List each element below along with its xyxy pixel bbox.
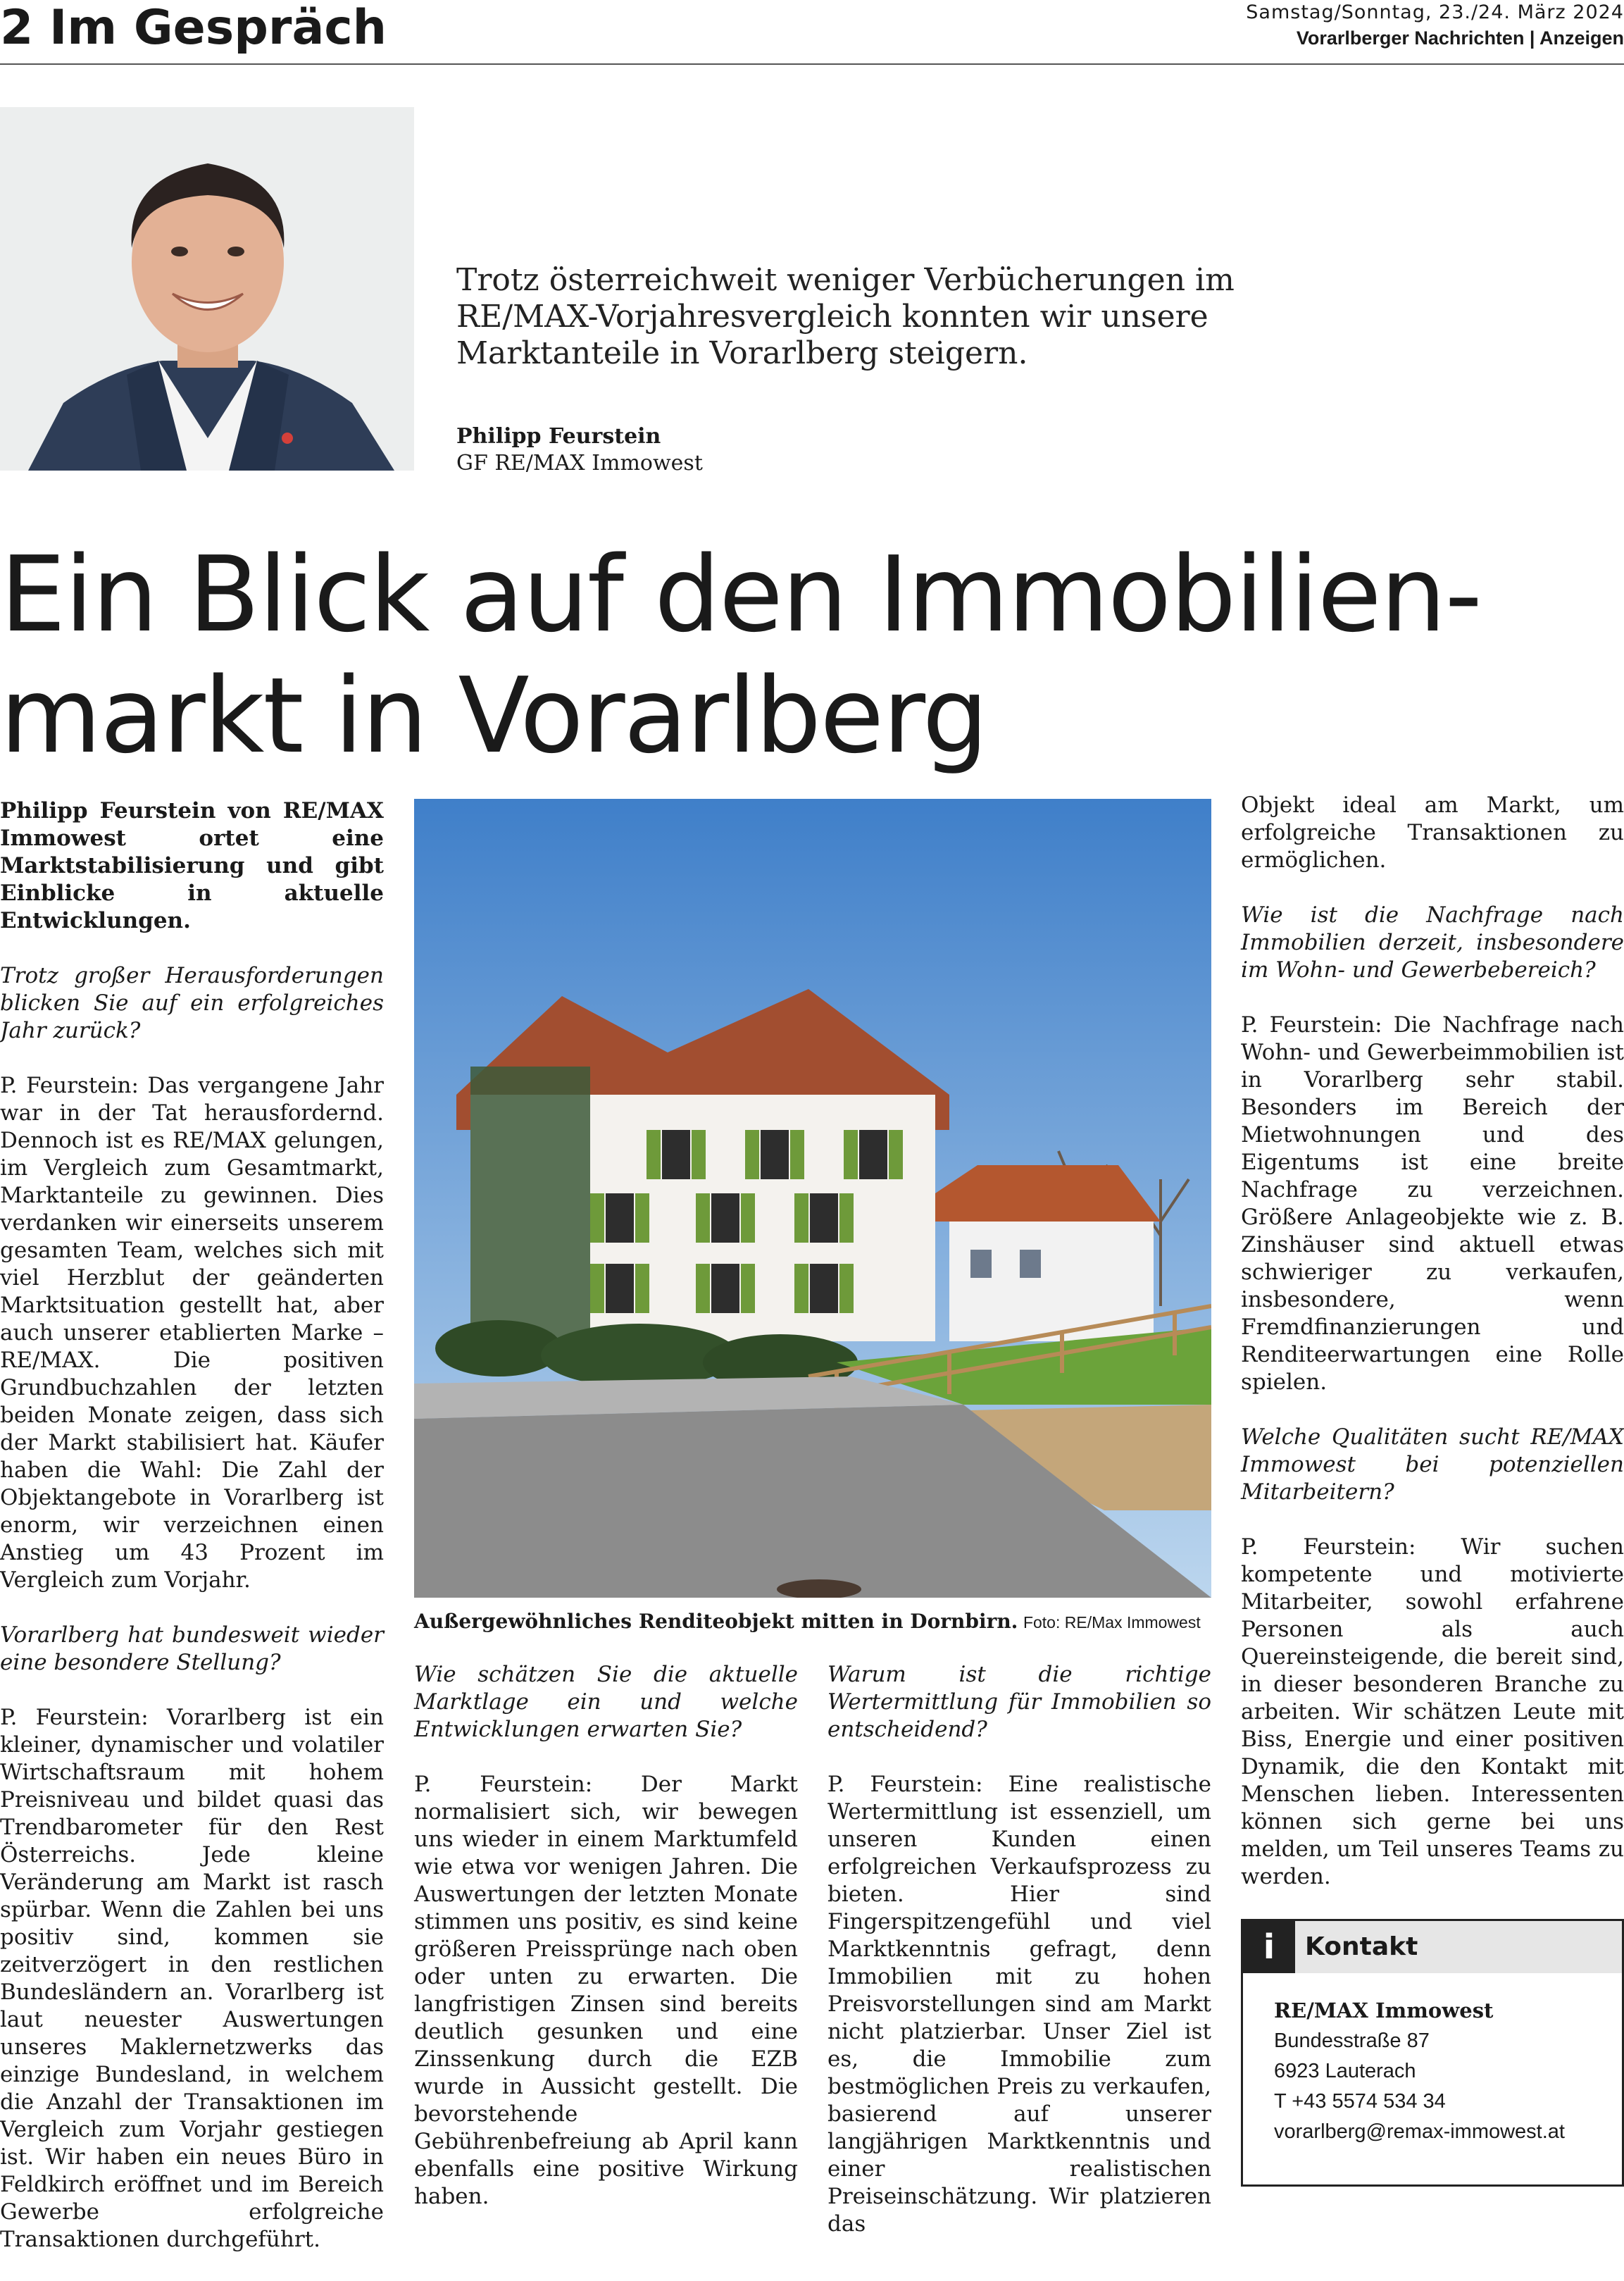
- interview-question: Warum ist die richtige Wertermittlung für Immobilien so entscheidend?: [827, 1662, 1211, 1742]
- contact-title: Kontakt: [1305, 1932, 1418, 1961]
- photo-credit: Foto: RE/Max Immowest: [1023, 1613, 1201, 1631]
- property-photo: [414, 799, 1211, 1598]
- photo-caption: [414, 1609, 1211, 1635]
- interview-answer: P. Feurstein: Die Nachfrage nach Wohn- und Gewerbeimmobilien ist in Vorarlberg sehr stabil. Besonders im Bereich der Mietwohnungen und des Eigentums ist eine breite Nachfrage zu verzeichnen. Größere Anlageobjekte wie z. B. Zinshäuser sind aktuell etwas schwieriger zu verkaufen, insbesondere, wenn Fremdfinanzierungen und Renditeerwartungen eine Rolle spielen.: [1241, 1012, 1624, 1395]
- quote-author-role: GF RE/MAX Immowest: [456, 451, 703, 476]
- section-title: Im Gespräch: [49, 0, 387, 56]
- article-column-1: [0, 797, 384, 2281]
- interview-question: Wie ist die Nachfrage nach Immobilien derzeit, insbesondere im Wohn- und Gewerbebereich?: [1241, 902, 1624, 983]
- contact-street: Bundesstraße 87: [1274, 2030, 1430, 2052]
- interview-question: Wie schätzen Sie die aktuelle Marktlage ein und welche Entwicklungen erwarten Sie?: [414, 1662, 798, 1742]
- interview-answer: P. Feurstein: Vorarlberg ist ein kleiner, dynamischer und volatiler Wirtschaftsraum mit hohem Preisniveau und bildet quasi das Trendbarometer für den Rest Österreichs. Jede kleine Veränderung am Markt ist rasch spürbar. Wenn die Zahlen bei uns positiv sind, kommen sie zeitverzögert in den restlichen Bundesländern an. Vorarlberg ist laut neuester Auswertungen unseres Maklernetzwerks das einzige Bundesland, in welchem die Anzahl der Transaktionen im Vergleich zum Vorjahr gestiegen ist. Wir haben ein neues Büro in Feldkirch eröffnet und im Bereich Gewerbe erfolgreiche Transaktionen durchgeführt.: [0, 1705, 384, 2252]
- interview-answer: P. Feurstein: Eine realistische Wertermittlung ist essenziell, um unseren Kunden einen erfolgreichen Verkaufsprozess zu bieten. Hier sind Fingerspitzengefühl und viel Marktkenntnis gefragt, denn Immobilien mit zu hohen Preisvorstellungen sind am Markt nicht platzierbar. Unser Ziel ist es, die Immobilie zum bestmöglichen Preis zu verkaufen, basierend auf unserer langjährigen Marktkenntnis und einer realistischen Preiseinschätzung. Wir platzieren das: [827, 1772, 1211, 2237]
- interview-question: Trotz großer Herausforderungen blicken Sie auf ein erfolgreiches Jahr zurück?: [0, 963, 384, 1043]
- interview-question: Welche Qualitäten sucht RE/MAX Immowest bei potenziellen Mitarbeitern?: [1241, 1424, 1624, 1505]
- headline-line-2: markt in Vorarlberg: [0, 655, 987, 776]
- pull-quote: Trotz österreichweit weniger Verbücherungen im RE/MAX-Vorjahresvergleich konnten wir unsere Marktanteile in Vorarlberg steigern.: [456, 262, 1235, 371]
- contact-phone: T +43 5574 534 34: [1274, 2090, 1446, 2113]
- info-icon: i: [1243, 1921, 1295, 1973]
- page-number: 2: [0, 0, 34, 56]
- publication-name: Vorarlberger Nachrichten | Anzeigen: [1296, 27, 1624, 49]
- article-column-3: [827, 1661, 1211, 2266]
- quote-author: Philipp Feurstein: [456, 424, 661, 449]
- portrait-illustration: [0, 107, 414, 471]
- interview-answer: P. Feurstein: Das vergangene Jahr war in der Tat herausfordernd. Dennoch ist es RE/MAX gelungen, im Vergleich zum Gesamtmarkt, Marktanteile zu gewinnen. Dies verdanken wir einerseits unserem gesamten Team, welches sich mit viel Herzblut der geänderten Marktsituation gestellt hat, aber auch unserer etablierten Marke – RE/MAX. Die positiven Grundbuchzahlen der letzten beiden Monate zeigen, dass sich der Markt stabilisiert hat. Käufer haben die Wahl: Die Zahl der Objektangebote in Vorarlberg ist enorm, wir verzeichnen einen Anstieg um 43 Prozent im Vergleich zum Vorjahr.: [0, 1073, 384, 1593]
- header-rule: [0, 63, 1624, 65]
- contact-details: [1274, 1996, 1565, 2147]
- issue-date: Samstag/Sonntag, 23./24. März 2024: [1246, 1, 1624, 23]
- contact-box: [1241, 1919, 1624, 2187]
- caption-text: Außergewöhnliches Renditeobjekt mitten in Dornbirn.: [414, 1610, 1018, 1633]
- article-column-2: [414, 1661, 798, 2238]
- headline-line-1: Ein Blick auf den Immobilien-: [0, 534, 1481, 655]
- article-lead: Philipp Feurstein von RE/MAX Immowest ortet eine Marktstabilisierung und gibt Einblicke in aktuelle Entwicklungen.: [0, 798, 384, 933]
- interview-answer: P. Feurstein: Der Markt normalisiert sich, wir bewegen uns wieder in einem Marktumfeld wie etwa vor wenigen Jahren. Die Auswertungen der letzten Monate stimmen uns positiv, es sind keine größeren Preissprünge nach oben oder unten zu erwarten. Die langfristigen Zinsen sind bereits deutlich gesunken und eine Zinssenkung durch die EZB wurde in Aussicht gestellt. Die bevorstehende Gebührenbefreiung ab April kann ebenfalls eine positive Wirkung haben.: [414, 1772, 798, 2209]
- headline: [0, 534, 1624, 776]
- interview-answer-continued: Objekt ideal am Markt, um erfolgreiche Transaktionen zu ermöglichen.: [1241, 793, 1624, 873]
- property-illustration: [414, 799, 1211, 1598]
- interview-answer: P. Feurstein: Wir suchen kompetente und motivierte Mitarbeiter, sowohl erfahrene Personen als auch Quereinsteigende, die bereit sind, in dieser besonderen Branche zu arbeiten. Wir schätzen Leute mit Biss, Energie und einer positiven Dynamik, die den Kontakt mit Menschen lieben. Interessenten können sich gerne bei uns melden, um Teil unseres Teams zu werden.: [1241, 1534, 1624, 1889]
- contact-city: 6923 Lauterach: [1274, 2060, 1416, 2082]
- portrait-photo: [0, 107, 414, 471]
- contact-company: RE/MAX Immowest: [1274, 1999, 1494, 2022]
- interview-question: Vorarlberg hat bundesweit wieder eine besondere Stellung?: [0, 1622, 384, 1675]
- article-column-4: [1241, 792, 1624, 1918]
- contact-header: [1243, 1921, 1622, 1973]
- contact-email: vorarlberg@remax-immowest.at: [1274, 2120, 1565, 2143]
